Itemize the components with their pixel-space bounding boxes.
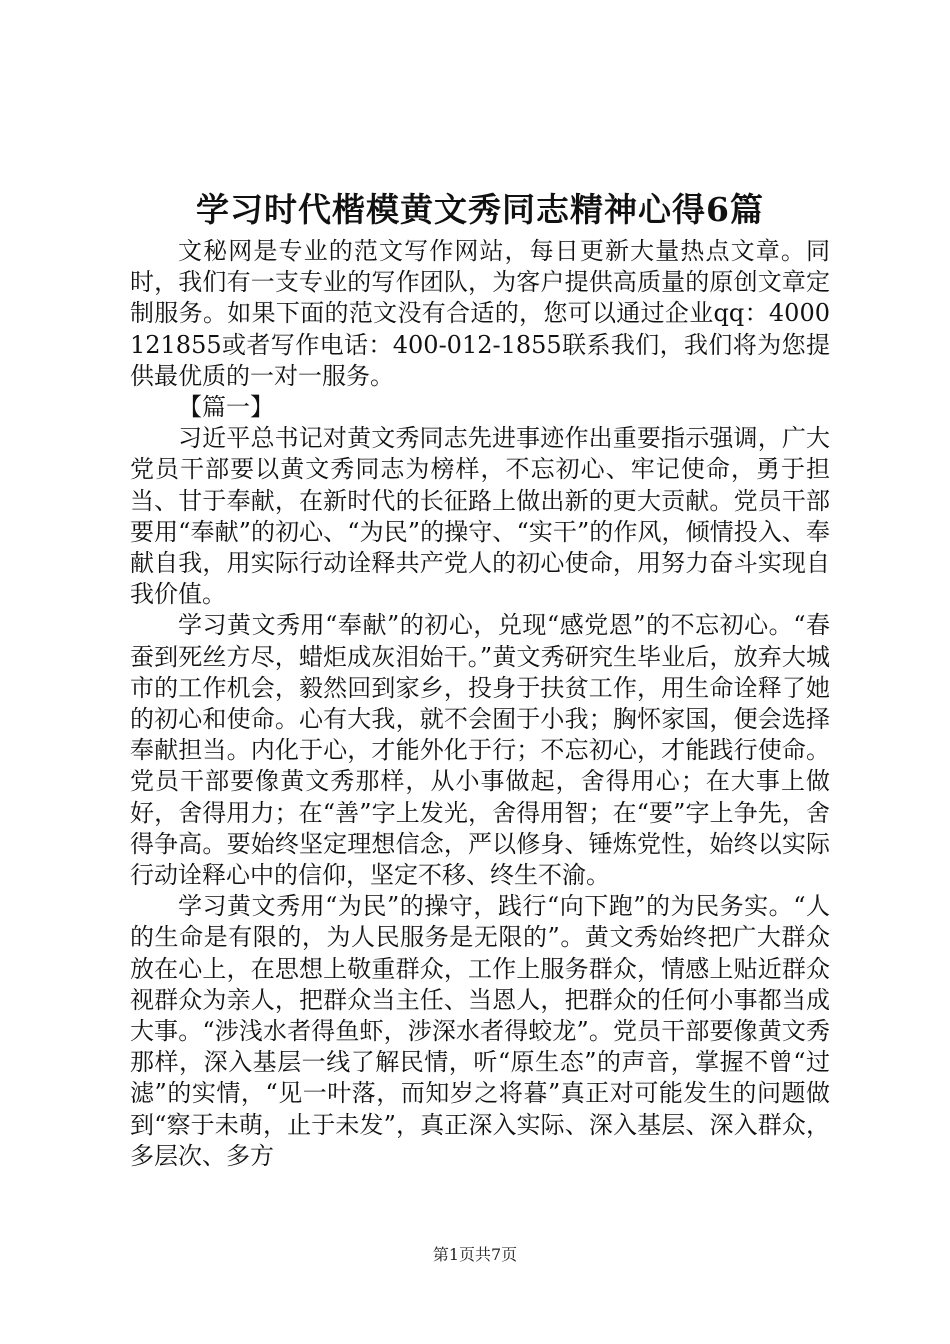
page-total: 共7页	[475, 1245, 518, 1264]
section-heading: 【篇一】	[178, 393, 274, 422]
body-paragraph: 习近平总书记对黄文秀同志先进事迹作出重要指示强调，广大党员干部要以黄文秀同志为榜样，不忘初心、牢记使命，勇于担当、甘于奉献，在新时代的长征路上做出新的更大贡献。党员干部要用“奉献”的初心、“为民”的操守、“实干”的作风，倾情投入、奉献自我，用实际行动诠释共产党人的初心使命，用努力奋斗实现自我价值。	[130, 424, 830, 609]
body-paragraph: 学习黄文秀用“奉献”的初心，兑现“感党恩”的不忘初心。“春蚕到死丝方尽，蜡炬成灰泪始干。”黄文秀研究生毕业后，放弃大城市的工作机会，毅然回到家乡，投身于扶贫工作，用生命诠释了她的初心和使命。心有大我，就不会囿于小我；胸怀家国，便会选择奉献担当。内化于心，才能外化于行；不忘初心，才能践行使命。党员干部要像黄文秀那样，从小事做起，舍得用心；在大事上做好，舍得用力；在“善”字上发光，舍得用智；在“要”字上争先，舍得争高。要始终坚定理想信念，严以修身、锤炼党性，始终以实际行动诠释心中的信仰，坚定不移、终生不渝。	[130, 611, 830, 890]
body-paragraph: 学习黄文秀用“为民”的操守，践行“向下跑”的为民务实。“人的生命是有限的，为人民服务是无限的”。黄文秀始终把广大群众放在心上，在思想上敬重群众，工作上服务群众，情感上贴近群众视群众为亲人，把群众当主任、当恩人，把群众的任何小事都当成大事。“涉浅水者得鱼虾，涉深水者得蛟龙”。党员干部要像黄文秀那样，深入基层一线了解民情，听“原生态”的声音，掌握不曾“过滤”的实情，“见一叶落，而知岁之将暮”真正对可能发生的问题做到“察于未萌，止于未发”，真正深入实际、深入基层、深入群众，多层次、多方	[130, 892, 830, 1170]
page-number: 第1页	[432, 1245, 475, 1264]
intro-paragraph: 文秘网是专业的范文写作网站，每日更新大量热点文章。同时，我们有一支专业的写作团队，为客户提供高质量的原创文章定制服务。如果下面的范文没有合适的，您可以通过企业qq：4000121855或者写作电话：400-012-1855联系我们，我们将为您提供最优质的一对一服务。	[130, 237, 830, 390]
page-footer	[0, 1244, 950, 1266]
document-body	[130, 236, 830, 1172]
document-title: 学习时代楷模黄文秀同志精神心得6篇	[196, 190, 764, 229]
